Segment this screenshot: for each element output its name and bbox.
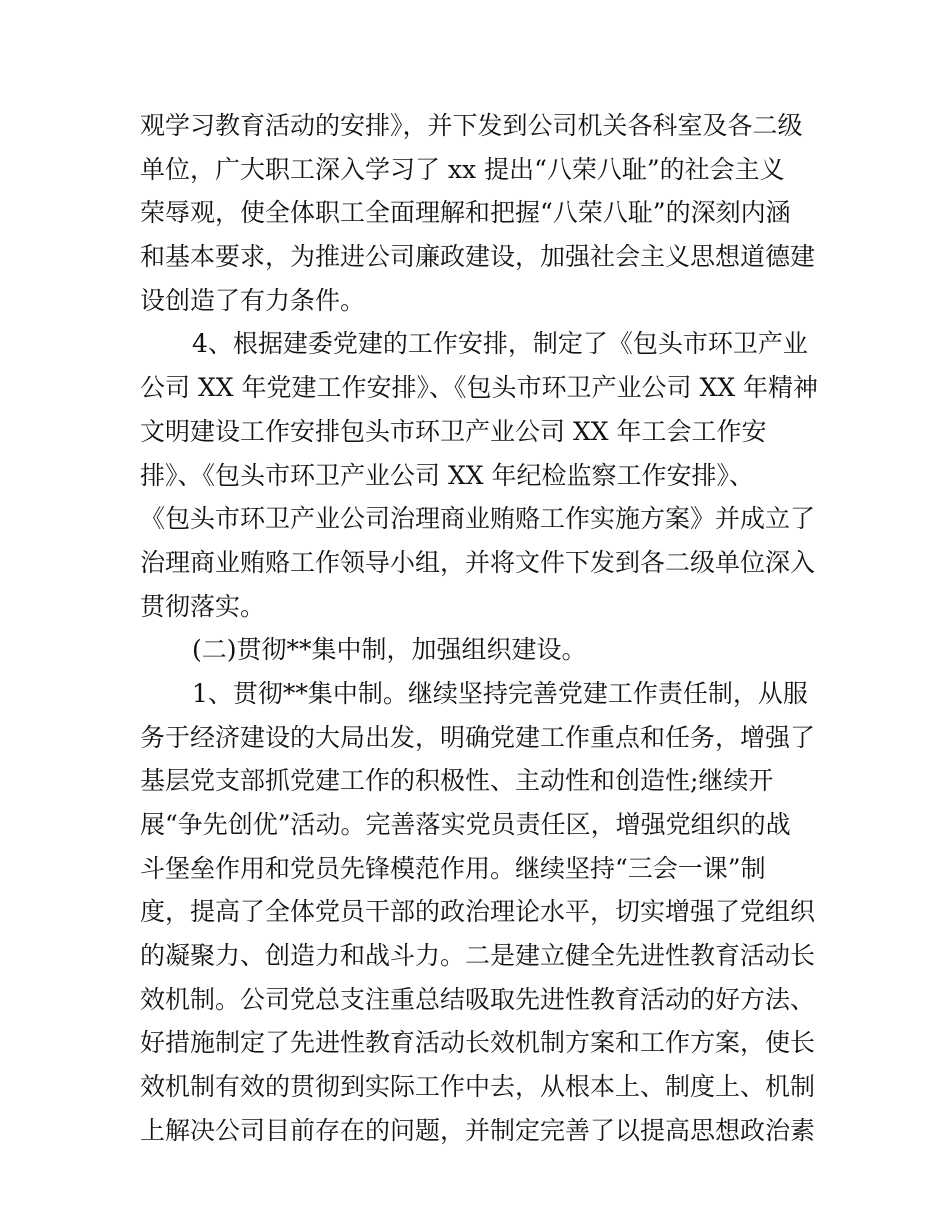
- text-line: 效机制。公司党总支注重总结吸取先进性教育活动的好方法、: [140, 984, 816, 1014]
- text-line: 设创造了有力条件。: [140, 285, 366, 315]
- text-line: 斗堡垒作用和党员先锋模范作用。继续坚持“三会一课”制: [140, 853, 766, 883]
- text-line: 单位，广大职工深入学习了 xx 提出“八荣八耻”的社会主义: [140, 154, 785, 184]
- section-heading: (二)贯彻**集中制，加强组织建设。: [192, 635, 587, 665]
- text-line: 基层党支部抓党建工作的积极性、主动性和创造性;继续开: [140, 766, 774, 796]
- document-body: [140, 104, 820, 1153]
- text-line: 文明建设工作安排包头市环卫产业公司 XX 年工会工作安: [140, 416, 767, 446]
- text-line: 排》、《包头市环卫产业公司 XX 年纪检监察工作安排》、: [140, 460, 754, 490]
- text-line: 务于经济建设的大局出发，明确党建工作重点和任务，增强了: [140, 722, 816, 752]
- text-line: 观学习教育活动的安排》，并下发到公司机关各科室及各二级: [140, 111, 803, 140]
- text-line: 度，提高了全体党员干部的政治理论水平，切实增强了党组织: [140, 897, 816, 927]
- text-line: 治理商业贿赂工作领导小组，并将文件下发到各二级单位深入: [140, 547, 816, 577]
- text-line: 上解决公司目前存在的问题，并制定完善了以提高思想政治素: [140, 1115, 816, 1145]
- text-line: 荣辱观，使全体职工全面理解和把握“八荣八耻”的深刻内涵: [140, 198, 791, 228]
- text-line: 效机制有效的贯彻到实际工作中去，从根本上、制度上、机制: [140, 1072, 816, 1102]
- text-line: 和基本要求，为推进公司廉政建设，加强社会主义思想道德建: [140, 242, 816, 272]
- text-line: 4、根据建委党建的工作安排，制定了《包头市环卫产业: [192, 329, 808, 359]
- text-line: 1、贯彻**集中制。继续坚持完善党建工作责任制，从服: [192, 678, 808, 708]
- text-line: 展“争先创优”活动。完善落实党员责任区，增强党组织的战: [140, 810, 791, 839]
- text-line: 《包头市环卫产业公司治理商业贿赂工作实施方案》并成立了: [140, 504, 816, 534]
- text-line: 贯彻落实。: [140, 591, 266, 621]
- text-line: 公司 XX 年党建工作安排》、《包头市环卫产业公司 XX 年精神: [140, 373, 818, 403]
- text-line: 的凝聚力、创造力和战斗力。二是建立健全先进性教育活动长: [140, 941, 816, 971]
- text-line: 好措施制定了先进性教育活动长效机制方案和工作方案，使长: [140, 1028, 816, 1058]
